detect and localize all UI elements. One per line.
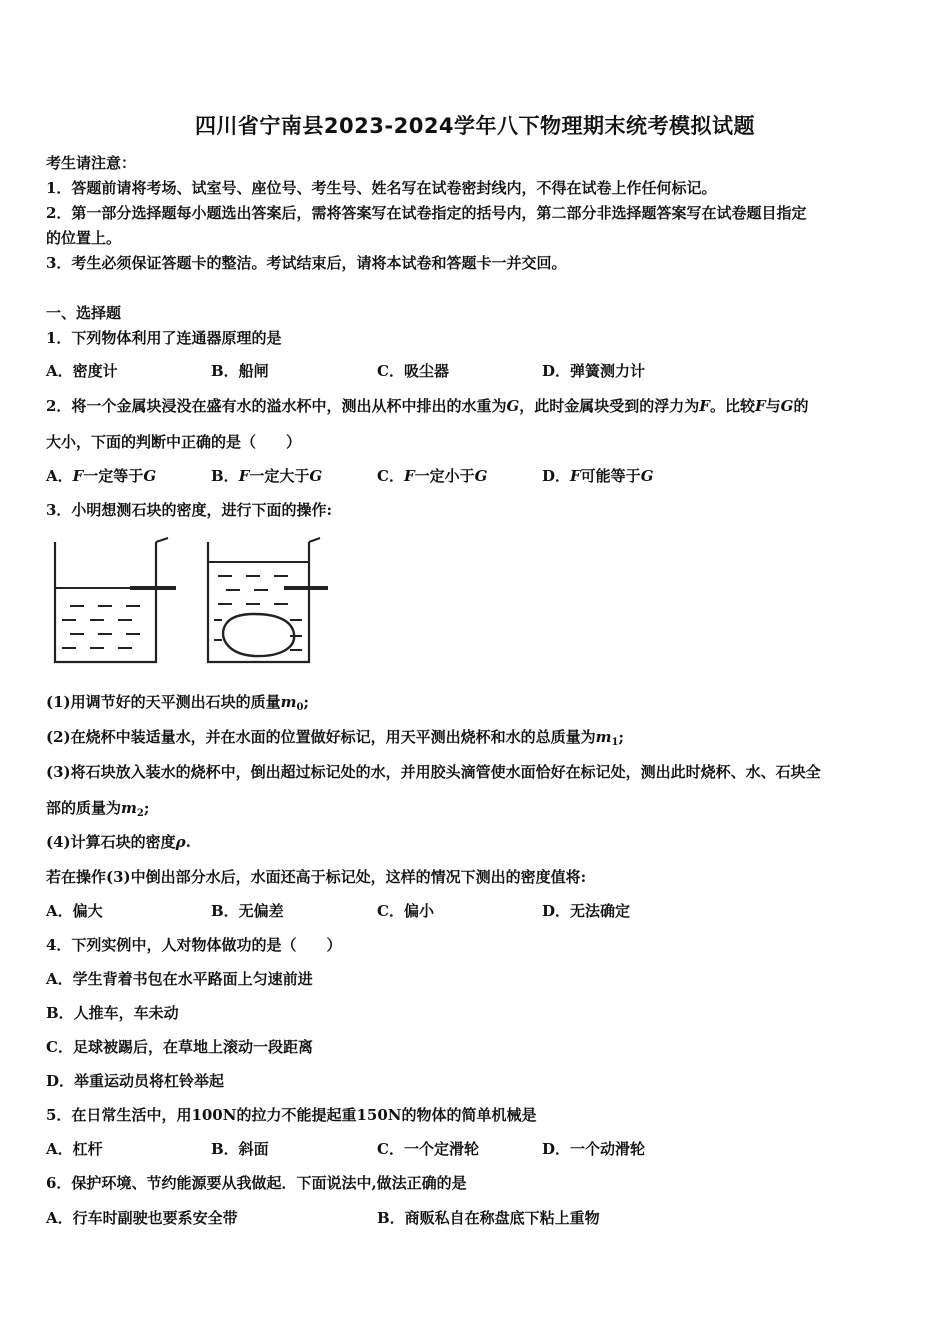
q2-var-f: F: [699, 397, 710, 415]
q3-step-3: (3)将石块放入装水的烧杯中，倒出超过标记处的水，并用胶头滴管使水面恰好在标记处，测出此时烧杯、水、石块全: [46, 763, 821, 781]
q3-step-2: [46, 726, 624, 748]
q3-step-1: [46, 691, 309, 713]
q5-option-d: D．一个动滑轮: [542, 1140, 646, 1158]
q2-option-d: [542, 465, 654, 486]
q2-text: 与: [765, 397, 781, 415]
q5-option-a: A．杠杆: [46, 1140, 103, 1158]
option-var: G: [309, 467, 323, 485]
option-text: 一定小于: [414, 467, 475, 485]
q3-option-a: A．偏大: [46, 902, 103, 920]
q6-option-b: B．商贩私自在称盘底下粘上重物: [377, 1209, 600, 1227]
option-text: 一定大于: [249, 467, 310, 485]
step-text: (1)用调节好的天平测出石块的质量: [46, 693, 281, 711]
notice-item: 1．答题前请将考场、试室号、座位号、考生号、姓名写在试卷密封线内，不得在试卷上作任何标记。: [46, 179, 717, 197]
q4-option-d: D．举重运动员将杠铃举起: [46, 1072, 225, 1090]
q2-option-c: [377, 465, 487, 486]
q4-option-b: B．人推车，车未动: [46, 1004, 179, 1022]
q2-var-g: G: [780, 397, 794, 415]
q2-var-f: F: [754, 397, 766, 415]
section-heading: 一、选择题: [46, 304, 122, 322]
step-sub: 0: [296, 702, 304, 713]
q3-step-3-cont: [46, 797, 149, 819]
q2-text: 2．将一个金属块浸没在盛有水的溢水杯中，测出从杯中排出的水重为: [46, 397, 507, 415]
step-var: m: [121, 799, 137, 817]
option-var: F: [238, 467, 250, 485]
q5-option-c: C．一个定滑轮: [377, 1140, 479, 1158]
step-sub: 1: [611, 737, 619, 748]
notice-heading: 考生请注意：: [46, 154, 137, 172]
q2-text: ，此时金属块受到的浮力为: [519, 397, 700, 415]
q5-option-b: B．斜面: [211, 1140, 269, 1158]
q3-step-4: [46, 831, 191, 852]
q3-question: 若在操作(3)中倒出部分水后，水面还高于标记处，这样的情况下测出的密度值将:: [46, 868, 587, 886]
step-sub: 2: [136, 808, 144, 819]
option-var: G: [143, 467, 157, 485]
step-text: (4)计算石块的密度: [46, 833, 176, 851]
question-2-stem: [46, 395, 808, 416]
option-label: A．: [46, 467, 73, 485]
q2-text: 。比较: [709, 397, 755, 415]
step-text: .: [185, 833, 191, 851]
q1-option-b: B．船闸: [211, 362, 269, 380]
beaker-right: [208, 538, 328, 662]
q3-option-d: D．无法确定: [542, 902, 631, 920]
q6-option-a: A．行车时副驶也要系安全带: [46, 1209, 238, 1227]
notice-item: 2．第一部分选择题每小题选出答案后，需将答案写在试卷指定的括号内，第二部分非选择题答案写在试卷题目指定: [46, 204, 807, 222]
option-var: G: [640, 467, 654, 485]
step-text: ;: [303, 693, 310, 711]
q2-text: 的: [793, 397, 809, 415]
option-var: F: [403, 467, 415, 485]
option-text: 可能等于: [580, 467, 641, 485]
step-text: 部的质量为: [46, 799, 122, 817]
beaker-left: [55, 538, 176, 662]
step-text: (2)在烧杯中装适量水，并在水面的位置做好标记，用天平测出烧杯和水的总质量为: [46, 728, 596, 746]
step-var: m: [595, 728, 612, 746]
page-title: 四川省宁南县2023-2024学年八下物理期末统考模拟试题: [194, 114, 756, 138]
question-3-stem: 3．小明想测石块的密度，进行下面的操作:: [46, 501, 332, 519]
q4-option-c: C．足球被踢后，在草地上滚动一段距离: [46, 1038, 313, 1056]
question-1-stem: 1．下列物体利用了连通器原理的是: [46, 329, 282, 347]
q4-option-a: A．学生背着书包在水平路面上匀速前进: [46, 970, 313, 988]
option-label: C．: [377, 467, 404, 485]
question-5-stem: 5．在日常生活中，用100N的拉力不能提起重150N的物体的简单机械是: [46, 1106, 537, 1124]
option-label: B．: [211, 467, 239, 485]
notice-item: 的位置上。: [46, 229, 122, 247]
option-label: D．: [542, 467, 571, 485]
step-text: ;: [143, 799, 150, 817]
beaker-figure: [50, 536, 340, 668]
step-var: m: [280, 693, 297, 711]
option-text: 一定等于: [83, 467, 144, 485]
notice-item: 3．考生必须保证答题卡的整洁。考试结束后，请将本试卷和答题卡一并交回。: [46, 254, 567, 272]
step-var: ρ: [175, 833, 186, 851]
option-var: G: [474, 467, 488, 485]
q2-option-a: [46, 465, 156, 486]
q1-option-d: D．弹簧测力计: [542, 362, 646, 380]
q2-var-g: G: [506, 397, 520, 415]
question-4-stem: 4．下列实例中，人对物体做功的是（ ）: [46, 936, 342, 954]
step-text: ;: [618, 728, 625, 746]
option-var: F: [72, 467, 84, 485]
option-var: F: [570, 467, 581, 485]
question-6-stem: 6．保护环境、节约能源要从我做起．下面说法中,做法正确的是: [46, 1174, 467, 1192]
q1-option-c: C．吸尘器: [377, 362, 449, 380]
q1-option-a: A．密度计: [46, 362, 118, 380]
q3-option-c: C．偏小: [377, 902, 434, 920]
q3-option-b: B．无偏差: [211, 902, 284, 920]
question-2-stem-cont: 大小，下面的判断中正确的是（ ）: [46, 433, 302, 451]
q2-option-b: [211, 465, 322, 486]
